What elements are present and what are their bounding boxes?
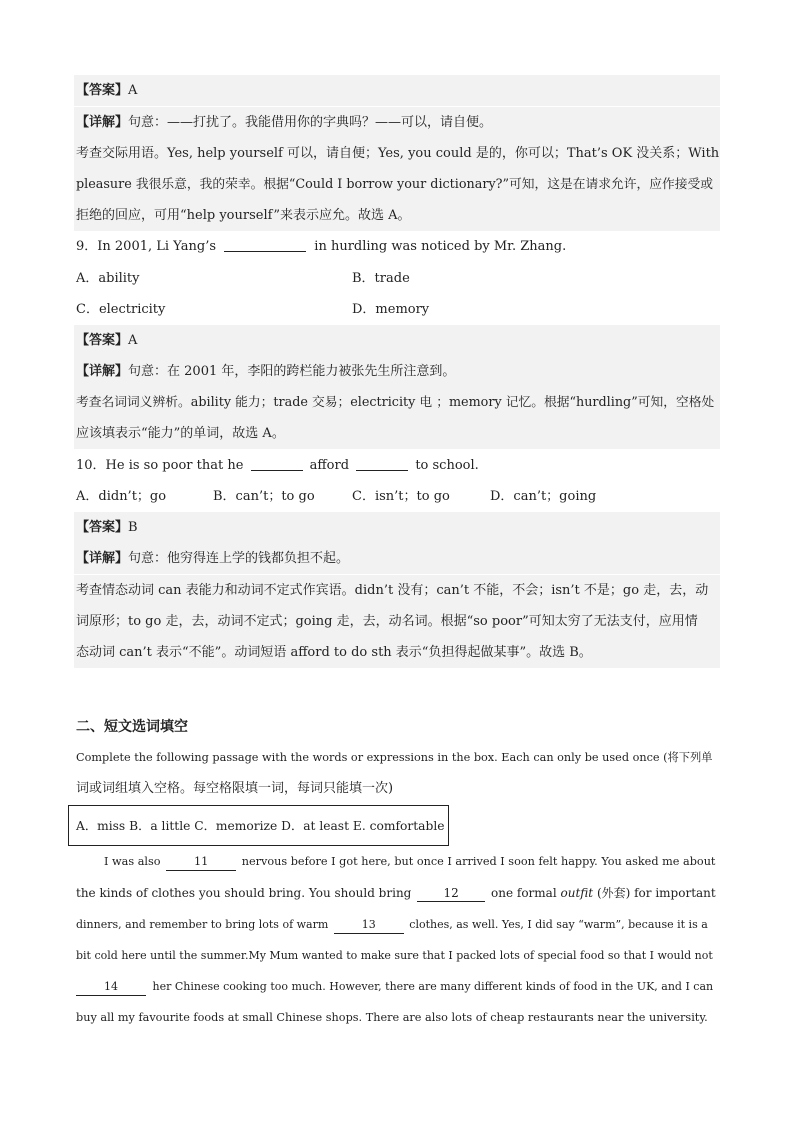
option-c: C．electricity — [76, 302, 166, 317]
option-d: D．memory — [352, 302, 430, 317]
detail-tag: 【详解】 — [76, 115, 129, 130]
q9-options-row — [74, 294, 720, 325]
passage-text: dinners, and remember to bring lots of warm — [76, 918, 329, 931]
option-b: B．trade — [352, 271, 410, 286]
q9-explain-line: 考查名词词义辨析。ability 能力；trade 交易；electricity 电 ；memory 记忆。根据“hurdling”可知，空格处 — [74, 387, 720, 418]
q9-answer-row — [74, 325, 720, 356]
answer-value: B — [128, 520, 138, 535]
answer-blank — [251, 456, 303, 471]
answer-tag: 【答案】 — [76, 333, 129, 348]
q10-explain-line: 词原形；to go 走，去，动词不定式；going 走，去，动名词。根据“so poor”可知太穷了无法支付，应用情 — [74, 606, 720, 637]
passage-line — [76, 971, 716, 1002]
stem-text: in hurdling was noticed by Mr. Zhang. — [314, 239, 567, 254]
passage-text: the kinds of clothes you should bring. You should bring — [76, 886, 412, 900]
q8-explain-line: 拒绝的回应，可用“help yourself”来表示应允。故选 A。 — [74, 200, 720, 231]
answer-blank — [224, 237, 306, 252]
blank-13: 13 — [334, 917, 404, 934]
detail-text: 句意：——打扰了。我能借用你的字典吗？——可以，请自便。 — [128, 115, 493, 130]
q9-explain-line: 应该填表示“能力”的单词，故选 A。 — [74, 418, 720, 449]
passage-line: bit cold here until the summer.My Mum wanted to make sure that I packed lots of special food so that I would not — [76, 949, 713, 962]
detail-tag: 【详解】 — [76, 551, 129, 566]
answer-tag: 【答案】 — [76, 83, 129, 98]
q8-explain-line: 考查交际用语。Yes, help yourself 可以，请自便；Yes, you could 是的，你可以；That’s OK 没关系；With — [74, 138, 720, 169]
passage-text: (外套) for important — [596, 886, 716, 900]
stem-text: afford — [309, 458, 350, 473]
q8-explain-line: pleasure 我很乐意，我的荣幸。根据“Could I borrow your dictionary?”可知，这是在请求允许，应作接受或 — [74, 169, 720, 200]
option-a: A．ability — [76, 271, 140, 286]
detail-tag: 【详解】 — [76, 364, 129, 379]
passage-text: nervous before I got here, but once I arrived I soon felt happy. You asked me about — [241, 855, 716, 868]
q10-explain-line: 考查情态动词 can 表能力和动词不定式作宾语。didn’t 没有；can’t 不能，不会；isn’t 不是；go 走，去，动 — [74, 575, 720, 606]
stem-text: to school. — [415, 458, 479, 473]
italic-word: outfit — [560, 886, 594, 900]
answer-tag: 【答案】 — [76, 520, 129, 535]
detail-text: 句意：在 2001 年，李阳的跨栏能力被张先生所注意到。 — [128, 364, 456, 379]
q8-detail-row — [74, 107, 720, 138]
instruction-line: 词或词组填入空格。每空格限填一词，每词只能填一次) — [76, 781, 394, 796]
word-box: A．miss B．a little C．memorize D．at least E. comfortable — [68, 805, 449, 846]
q10-options-row — [74, 481, 720, 512]
answer-value: A — [128, 83, 138, 98]
option-a: A．didn’t；go — [76, 489, 167, 504]
option-d: D．can’t；going — [490, 489, 597, 504]
passage-text: one formal — [491, 886, 557, 900]
passage-line — [104, 846, 716, 877]
passage-line — [76, 878, 716, 909]
q9-detail-row — [74, 356, 720, 387]
section-title: 二、短文选词填空 — [76, 719, 188, 735]
q10-answer-row — [74, 512, 720, 543]
passage-text: her Chinese cooking too much. However, there are many different kinds of food in the UK, and I can — [152, 980, 714, 993]
passage-line: buy all my favourite foods at small Chinese shops. There are also lots of cheap restaurants near the university. — [76, 1011, 708, 1024]
q9-options-row — [74, 263, 720, 294]
q8-answer-row — [74, 75, 720, 106]
answer-value: A — [128, 333, 138, 348]
option-c: C．isn’t；to go — [352, 489, 450, 504]
stem-text: 10．He is so poor that he — [76, 458, 244, 473]
answer-blank — [356, 456, 408, 471]
passage-line — [76, 909, 716, 940]
option-b: B．can’t；to go — [213, 489, 315, 504]
blank-12: 12 — [417, 885, 485, 902]
q10-stem — [74, 450, 720, 481]
q10-detail-row — [74, 543, 720, 574]
stem-text: 9．In 2001, Li Yang’s — [76, 239, 217, 254]
blank-11: 11 — [166, 854, 236, 871]
passage-text: clothes, as well. Yes, I did say “warm”, because it is a — [409, 918, 708, 931]
blank-14: 14 — [76, 979, 146, 996]
passage-text: I was also — [104, 855, 161, 868]
q9-stem — [74, 231, 720, 262]
detail-text: 句意：他穷得连上学的钱都负担不起。 — [128, 551, 350, 566]
q10-explain-line: 态动词 can’t 表示“不能”。动词短语 afford to do sth 表示“负担得起做某事”。故选 B。 — [74, 637, 720, 668]
instruction-line: Complete the following passage with the words or expressions in the box. Each can only be used once (将下列单 — [76, 751, 713, 764]
